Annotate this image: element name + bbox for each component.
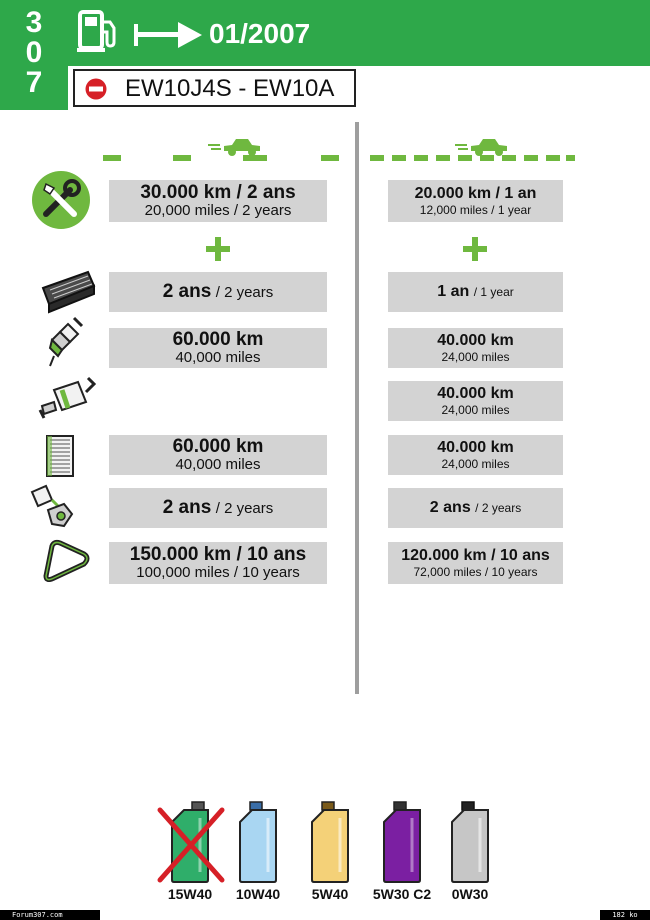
validity-date: 01/2007 <box>209 18 311 49</box>
footer-watermark: Forum307.com <box>0 910 100 920</box>
arrow-right-icon <box>134 20 204 50</box>
engine-code: EW10J4S - EW10A <box>125 75 335 102</box>
crossed-out-icon <box>156 806 226 884</box>
oil-grades <box>150 800 510 910</box>
interval-box-brake-fluid-severe <box>388 488 563 528</box>
interval-km: 60.000 km <box>172 436 264 457</box>
cabin-filter-icon <box>44 434 76 478</box>
car-icon <box>455 135 511 157</box>
interval-box-brake-fluid-normal <box>109 488 327 528</box>
no-entry-icon <box>85 78 107 100</box>
oil-bottle <box>160 800 220 900</box>
interval-miles: 100,000 miles / 10 years <box>136 564 300 581</box>
oil-bottle-icon <box>300 800 360 884</box>
interval-box-air-filter-normal <box>109 272 327 312</box>
oil-bottle-icon <box>372 800 432 884</box>
interval-miles: 12,000 miles / 1 year <box>419 203 532 217</box>
engine-code-box <box>73 69 356 107</box>
interval-box-service-severe <box>388 180 563 222</box>
oil-grade-label: 15W40 <box>167 886 213 902</box>
service-tools-icon <box>30 170 92 230</box>
footer-file-size: 182 ko <box>600 910 650 920</box>
interval-box-service-normal <box>109 180 327 222</box>
interval-years: 2 ans <box>162 497 212 518</box>
model-digit: 0 <box>25 36 43 69</box>
timing-belt-icon <box>40 538 92 582</box>
interval-miles: 24,000 miles <box>441 350 510 364</box>
interval-km: 120.000 km / 10 ans <box>401 547 550 564</box>
oil-bottle <box>440 800 500 900</box>
model-digit: 3 <box>25 6 43 39</box>
interval-years-en: / 2 years <box>215 284 274 301</box>
oil-bottle <box>228 800 288 900</box>
model-digit: 7 <box>25 66 43 99</box>
interval-years-en: / 2 years <box>215 500 274 517</box>
interval-km: 150.000 km / 10 ans <box>129 544 307 565</box>
interval-box-air-filter-severe <box>388 272 563 312</box>
model-column <box>0 0 68 110</box>
interval-miles: 40,000 miles <box>175 456 261 473</box>
oil-bottle-icon <box>228 800 288 884</box>
interval-years-en: / 1 year <box>473 285 514 299</box>
oil-grade-label: 5W40 <box>311 886 349 902</box>
interval-box-spark-plug-severe <box>388 328 563 368</box>
header <box>0 0 650 110</box>
car-icon <box>208 135 264 157</box>
oil-grade-label: 5W30 C2 <box>372 886 432 902</box>
model-number <box>0 8 68 98</box>
fuel-pump-icon <box>76 8 122 54</box>
interval-km: 60.000 km <box>172 329 264 350</box>
interval-miles: 24,000 miles <box>441 403 510 417</box>
oil-bottle-icon <box>440 800 500 884</box>
fuel-filter-icon <box>38 376 96 420</box>
interval-box-spark-plug-normal <box>109 328 327 368</box>
oil-bottle <box>300 800 360 900</box>
spark-plug-icon <box>48 316 86 370</box>
interval-years: 1 an <box>437 283 470 300</box>
interval-box-cabin-filter-normal <box>109 435 327 475</box>
interval-miles: 72,000 miles / 10 years <box>413 565 538 579</box>
brake-fluid-icon <box>30 484 78 530</box>
interval-km: 30.000 km / 2 ans <box>140 182 296 203</box>
plus-icon <box>206 237 230 261</box>
interval-box-fuel-filter-severe <box>388 381 563 421</box>
interval-km: 40.000 km <box>437 385 514 402</box>
oil-bottle <box>372 800 432 900</box>
interval-years-en: / 2 years <box>475 501 522 515</box>
column-divider <box>355 122 359 694</box>
interval-box-cabin-filter-severe <box>388 435 563 475</box>
interval-km: 40.000 km <box>437 332 514 349</box>
oil-grade-label: 0W30 <box>451 886 489 902</box>
interval-years: 2 ans <box>162 281 212 302</box>
interval-years: 2 ans <box>429 499 471 516</box>
interval-box-timing-belt-normal <box>109 542 327 584</box>
oil-grade-label: 10W40 <box>235 886 281 902</box>
plus-icon <box>463 237 487 261</box>
interval-box-timing-belt-severe <box>388 542 563 584</box>
air-filter-icon <box>40 268 96 314</box>
interval-miles: 20,000 miles / 2 years <box>144 202 292 219</box>
interval-km: 20.000 km / 1 an <box>414 185 537 202</box>
interval-miles: 24,000 miles <box>441 457 510 471</box>
interval-miles: 40,000 miles <box>175 349 261 366</box>
interval-km: 40.000 km <box>437 439 514 456</box>
